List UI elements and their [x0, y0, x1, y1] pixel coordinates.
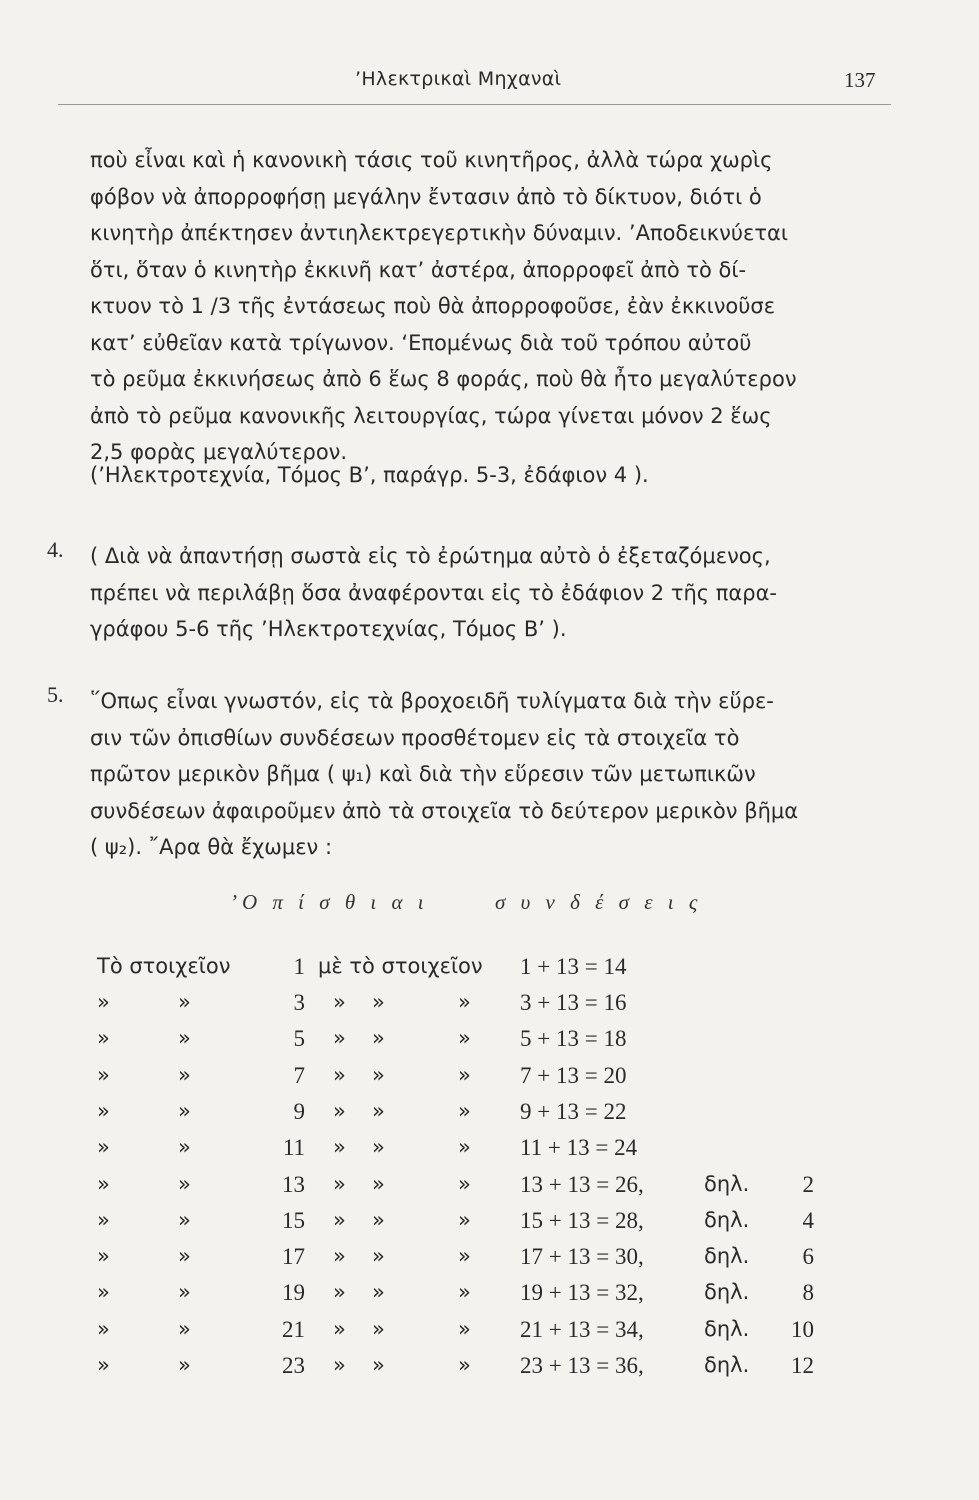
- ditto-mark: »: [372, 1207, 385, 1232]
- ditto-mark: »: [372, 1244, 385, 1269]
- ditto-mark: »: [372, 1353, 385, 1377]
- ditto-mark: »: [458, 1135, 471, 1160]
- ditto-mark: »: [333, 1280, 346, 1305]
- ditto-mark: »: [333, 1353, 346, 1377]
- citation: (’Ηλεκτροτεχνία, Τόμος Β’, παράγρ. 5-3, ἐδάφιον 4 ).: [90, 463, 649, 487]
- sum-expression: 13 + 13 = 26,: [520, 1171, 644, 1197]
- ditto-mark: »: [372, 1026, 385, 1051]
- text-line: κατ’ εὐθεῖαν κατὰ τρίγωνον. ‘Επομένως διὰ τοῦ τρόπου αὐτοῦ: [90, 330, 752, 355]
- remark-number: 10: [791, 1316, 814, 1342]
- element-number: 17: [282, 1244, 305, 1270]
- ditto-mark: »: [333, 1026, 346, 1051]
- text-line: γράφου 5-6 τῆς ’Ηλεκτροτεχνίας, Τόμος Β’ ).: [90, 617, 567, 641]
- table-heading-b: σ υ ν δ έ σ ε ι ς: [495, 890, 703, 914]
- sum-expression: 15 + 13 = 28,: [520, 1207, 644, 1233]
- ditto-mark: »: [97, 1171, 110, 1196]
- ditto-mark: »: [333, 1244, 346, 1269]
- element-number: 5: [293, 1026, 305, 1052]
- paragraph-continuation: [90, 142, 900, 471]
- remark-number: 8: [802, 1280, 814, 1306]
- ditto-mark: »: [372, 990, 385, 1014]
- ditto-mark: »: [97, 1353, 110, 1377]
- ditto-mark: »: [458, 990, 471, 1014]
- running-header: [0, 68, 979, 102]
- ditto-mark: »: [333, 1171, 346, 1196]
- ditto-mark: »: [97, 1098, 110, 1123]
- ditto-mark: »: [333, 1207, 346, 1232]
- ditto-mark: »: [178, 1098, 191, 1123]
- table-row: [0, 1172, 979, 1208]
- ditto-mark: »: [178, 1280, 191, 1305]
- ditto-mark: »: [458, 1062, 471, 1087]
- ditto-mark: »: [97, 1062, 110, 1087]
- table-heading: [230, 890, 703, 915]
- ditto-mark: »: [333, 1135, 346, 1160]
- item-number-4: 4.: [47, 537, 64, 562]
- text-line: πρέπει νὰ περιλάβῃ ὅσα ἀναφέρονται εἰς τὸ ἐδάφιον 2 τῆς παρα-: [90, 580, 778, 605]
- table-row: [0, 1353, 979, 1389]
- text-line: ὅτι, ὅταν ὁ κινητὴρ ἐκκινῆ κατ’ ἀστέρα, ἀπορροφεῖ ἀπὸ τὸ δί-: [90, 257, 747, 282]
- table-row: [0, 1135, 979, 1171]
- table-row-first: [0, 954, 979, 990]
- remark-label: δηλ.: [704, 1353, 750, 1377]
- text-line: ποὺ εἶναι καὶ ἡ κανονικὴ τάσις τοῦ κινητῆρος, ἀλλὰ τώρα χωρὶς: [90, 148, 773, 172]
- ditto-mark: »: [178, 1244, 191, 1269]
- element-number: 19: [282, 1280, 305, 1306]
- table-row: [0, 1280, 979, 1316]
- element-number: 1: [293, 954, 305, 979]
- item-5-text: [90, 683, 798, 866]
- ditto-mark: »: [178, 1135, 191, 1160]
- element-number: 11: [282, 1135, 305, 1161]
- ditto-mark: »: [178, 1171, 191, 1196]
- sum-expression: 11 + 13 = 24: [520, 1135, 638, 1161]
- remark-number: 4: [802, 1207, 814, 1233]
- element-number: 21: [282, 1316, 305, 1342]
- text-line: ἀπὸ τὸ ρεῦμα κανονικῆς λειτουργίας, τώρα γίνεται μόνον 2 ἕως: [90, 403, 772, 428]
- text-line: τὸ ρεῦμα ἐκκινήσεως ἀπὸ 6 ἕως 8 φοράς, ποὺ θὰ ἦτο μεγαλύτερον: [90, 367, 797, 391]
- table-row: [0, 1317, 979, 1353]
- text-line: κινητὴρ ἀπέκτησεν ἀντιηλεκτρεγερτικὴν δύναμιν. ’Αποδεικνύεται: [90, 221, 788, 245]
- table-row: [0, 990, 979, 1026]
- ditto-mark: »: [333, 990, 346, 1014]
- element-number: 3: [293, 990, 305, 1015]
- element-number: 13: [282, 1171, 305, 1197]
- table-row: [0, 1244, 979, 1280]
- text-line: 2,5 φορὰς μεγαλύτερον.: [90, 440, 348, 464]
- ditto-mark: »: [178, 1316, 191, 1341]
- ditto-mark: »: [97, 990, 110, 1014]
- ditto-mark: »: [458, 1353, 471, 1377]
- ditto-mark: »: [458, 1026, 471, 1051]
- row-connector: μὲ τὸ στοιχεῖον: [318, 954, 483, 978]
- ditto-mark: »: [178, 1062, 191, 1087]
- table-heading-a: ’Ο π ί σ θ ι α ι: [230, 890, 429, 914]
- ditto-mark: »: [458, 1316, 471, 1341]
- ditto-mark: »: [372, 1171, 385, 1196]
- ditto-mark: »: [372, 1280, 385, 1305]
- sum-expression: 17 + 13 = 30,: [520, 1244, 644, 1270]
- ditto-mark: »: [458, 1244, 471, 1269]
- text-line: ῞Οπως εἶναι γνωστόν, εἰς τὰ βροχοειδῆ τυλίγματα διὰ τὴν εὕρε-: [90, 689, 774, 713]
- sum-expression: 3 + 13 = 16: [520, 990, 627, 1015]
- sum-expression: 5 + 13 = 18: [520, 1026, 627, 1052]
- table-row: [0, 1099, 979, 1135]
- remark-number: 6: [802, 1244, 814, 1270]
- ditto-mark: »: [97, 1207, 110, 1232]
- ditto-mark: »: [178, 1026, 191, 1051]
- text-line: ( Διὰ νὰ ἀπαντήσῃ σωστὰ εἰς τὸ ἐρώτημα αὐτὸ ὁ ἐξεταζόμενος,: [90, 544, 771, 568]
- ditto-mark: »: [97, 1316, 110, 1341]
- page-number: 137: [844, 68, 876, 92]
- sum-expression: 1 + 13 = 14: [520, 954, 627, 979]
- element-number: 23: [282, 1353, 305, 1378]
- ditto-mark: »: [372, 1316, 385, 1341]
- sum-expression: 7 + 13 = 20: [520, 1062, 627, 1088]
- remark-number: 12: [791, 1353, 814, 1378]
- ditto-mark: »: [333, 1316, 346, 1341]
- sum-expression: 23 + 13 = 36,: [520, 1353, 644, 1378]
- ditto-mark: »: [458, 1098, 471, 1123]
- ditto-mark: »: [333, 1098, 346, 1123]
- chapter-title: ’Ηλεκτρικαὶ Μηχαναὶ: [355, 68, 562, 90]
- text-line: συνδέσεων ἀφαιροῦμεν ἀπὸ τὰ στοιχεῖα τὸ δεύτερον μερικὸν βῆμα: [90, 798, 799, 823]
- remark-number: 2: [802, 1171, 814, 1197]
- sum-expression: 21 + 13 = 34,: [520, 1316, 644, 1342]
- header-rule: [58, 104, 891, 105]
- ditto-mark: »: [178, 1207, 191, 1232]
- table-row: [0, 1063, 979, 1099]
- ditto-mark: »: [372, 1098, 385, 1123]
- item-4-text: [90, 538, 777, 648]
- element-number: 7: [293, 1062, 305, 1088]
- ditto-mark: »: [458, 1171, 471, 1196]
- ditto-mark: »: [458, 1207, 471, 1232]
- table-row: [0, 1026, 979, 1062]
- ditto-mark: »: [178, 1353, 191, 1377]
- text-line: φόβον νὰ ἀπορροφήσῃ μεγάλην ἔντασιν ἀπὸ τὸ δίκτυον, διότι ὁ: [90, 184, 762, 209]
- element-number: 15: [282, 1207, 305, 1233]
- remark-label: δηλ.: [704, 1316, 750, 1341]
- item-number-5: 5.: [47, 682, 64, 707]
- sum-expression: 19 + 13 = 32,: [520, 1280, 644, 1306]
- ditto-mark: »: [178, 990, 191, 1014]
- table-row: [0, 1208, 979, 1244]
- ditto-mark: »: [372, 1135, 385, 1160]
- remark-label: δηλ.: [704, 1171, 750, 1196]
- row-label: Τὸ στοιχεῖον: [97, 954, 231, 978]
- ditto-mark: »: [372, 1062, 385, 1087]
- ditto-mark: »: [97, 1244, 110, 1269]
- remark-label: δηλ.: [704, 1244, 750, 1269]
- sum-expression: 9 + 13 = 22: [520, 1098, 627, 1124]
- element-number: 9: [293, 1098, 305, 1124]
- text-line: πρῶτον μερικὸν βῆμα ( ψ₁) καὶ διὰ τὴν εὕρεσιν τῶν μετωπικῶν: [90, 762, 756, 786]
- ditto-mark: »: [333, 1062, 346, 1087]
- remark-label: δηλ.: [704, 1207, 750, 1232]
- ditto-mark: »: [97, 1135, 110, 1160]
- ditto-mark: »: [97, 1280, 110, 1305]
- remark-label: δηλ.: [704, 1280, 750, 1305]
- ditto-mark: »: [97, 1026, 110, 1051]
- text-line: κτυον τὸ 1 /3 τῆς ἐντάσεως ποὺ θὰ ἀπορροφοῦσε, ἐὰν ἐκκινοῦσε: [90, 294, 776, 318]
- text-line: ( ψ₂). ῎Αρα θὰ ἔχωμεν :: [90, 835, 333, 859]
- ditto-mark: »: [458, 1280, 471, 1305]
- text-line: σιν τῶν ὀπισθίων συνδέσεων προσθέτομεν εἰς τὰ στοιχεῖα τὸ: [90, 725, 740, 750]
